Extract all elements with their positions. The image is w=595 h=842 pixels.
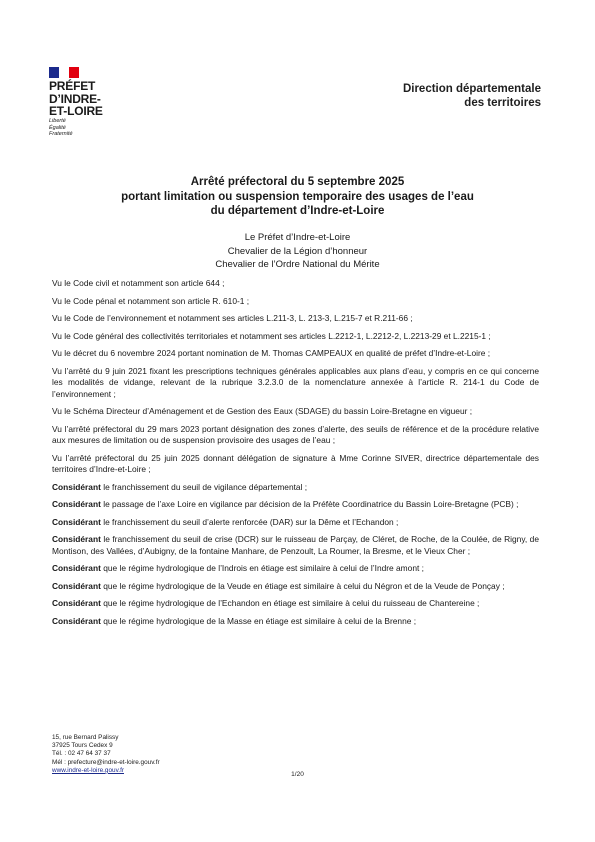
prefect-line: Le Préfet d’Indre-et-Loire (244, 232, 351, 243)
direction-line: des territoires (464, 97, 541, 109)
phone-line: Tél. : 02 47 64 37 37 (52, 750, 111, 758)
considerant-paragraph: Considérant le franchissement du seuil de crise (DCR) sur le ruisseau de Parçay, de Cléret, de Roche, de la Coulée, de Rigny, de Montison, des Vallées, d’Aubigny, de la fontaine Manhare, de Penzoult, La Roumer, la Bresme, et le Vieux Cher ; (52, 534, 539, 556)
prefecture-logo-text (49, 80, 103, 118)
considerant-paragraph: Considérant que le régime hydrologique de la Masse en étiage est similaire à celui de la Brenne ; (52, 615, 417, 626)
considerant-paragraph: Considérant le passage de l’axe Loire en vigilance par décision de la Préfète Coordinatrice du Bassin Loire-Bretagne (PCB) ; (52, 499, 519, 509)
motto-line: Égalité (49, 124, 66, 131)
recital-paragraph: Vu l’arrêté du 9 juin 2021 fixant les prescriptions techniques générales applicables aux plans d’eau, y compris en ce qui concerne les modalités de vidange, relevant de la rubrique 3.2.3.0 de la nomenclature annexée à l’article R. 214-1 du Code de l’environnement ; (52, 365, 539, 399)
recital-paragraph: Vu le Code général des collectivités territoriales et notamment ses articles L.2212-1, L.2212-2, L.2213-29 et L.2215-1 ; (52, 330, 491, 341)
recital-paragraph: Vu le Code civil et notamment son article 644 ; (52, 278, 225, 288)
direction-line: Direction départementale (402, 83, 541, 95)
recital-paragraph: Vu l’arrêté préfectoral du 25 juin 2025 donnant délégation de signature à Mme Corinne SIVER, directrice départementale des territoires d’Indre-et-Loire ; (52, 452, 539, 474)
considerant-paragraph: Considérant le franchissement du seuil d’alerte renforcée (DAR) sur la Dême et l’Echandon ; (52, 516, 399, 527)
republic-motto (49, 118, 73, 138)
logo-line: PRÉFET (49, 79, 96, 93)
considerant-paragraph: Considérant que le régime hydrologique de l’Echandon en étiage est similaire à celui du ruisseau de Chantereine ; (52, 598, 480, 608)
prefect-line: Chevalier de la Légion d’honneur (227, 245, 368, 257)
recital-paragraph: Vu le Code de l’environnement et notamment ses articles L.211-3, L. 213-3, L.215-7 et R.211-66 ; (52, 313, 413, 323)
recital-paragraph: Vu l’arrêté préfectoral du 29 mars 2023 portant désignation des zones d’alerte, des seuils de référence et de la procédure relative aux mesures de limitation ou de suspension provisoire des usages de l’eau ; (52, 423, 539, 445)
address-line: 37925 Tours Cedex 9 (52, 742, 113, 750)
page-number: 1/20 (291, 771, 304, 778)
recital-paragraph: Vu le Schéma Directeur d’Aménagement et de Gestion des Eaux (SDAGE) du bassin Loire-Bretagne en vigueur ; (52, 406, 473, 416)
recital-paragraph: Vu le Code pénal et notamment son article R. 610-1 ; (52, 295, 250, 306)
direction-header (403, 82, 541, 110)
title-line: portant limitation ou suspension temporaire des usages de l’eau (121, 190, 474, 203)
email-line: Mél : prefecture@indre-et-loire.gouv.fr (52, 758, 160, 766)
address-line: 15, rue Bernard Palissy (52, 734, 119, 741)
document-body (52, 278, 539, 633)
considerant-paragraph: Considérant que le régime hydrologique de la Veude en étiage est similaire à celui du Négron et de la Veude de Ponçay ; (52, 580, 505, 591)
recital-paragraph: Vu le décret du 6 novembre 2024 portant nomination de M. Thomas CAMPEAUX en qualité de préfet d’Indre-et-Loire ; (52, 348, 491, 358)
footer-address (52, 734, 160, 775)
prefect-line: Chevalier de l’Ordre National du Mérite (215, 259, 380, 270)
title-line: du département d’Indre-et-Loire (210, 205, 385, 217)
republic-flag-logo (49, 67, 79, 78)
title-line: Arrêté préfectoral du 5 septembre 2025 (190, 176, 405, 188)
website-link[interactable]: www.indre-et-loire.gouv.fr (52, 766, 124, 774)
motto-line: Fraternité (49, 131, 73, 137)
prefect-titles (0, 231, 595, 272)
considerant-paragraph: Considérant que le régime hydrologique de l’Indrois en étiage est similaire à celui de l’Indre amont ; (52, 563, 424, 573)
motto-line: Liberté (49, 118, 66, 124)
document-title (0, 175, 595, 219)
logo-line: D’INDRE- (49, 91, 101, 106)
considerant-paragraph: Considérant le franchissement du seuil de vigilance départemental ; (52, 481, 308, 492)
logo-line: ET-LOIRE (49, 104, 103, 118)
